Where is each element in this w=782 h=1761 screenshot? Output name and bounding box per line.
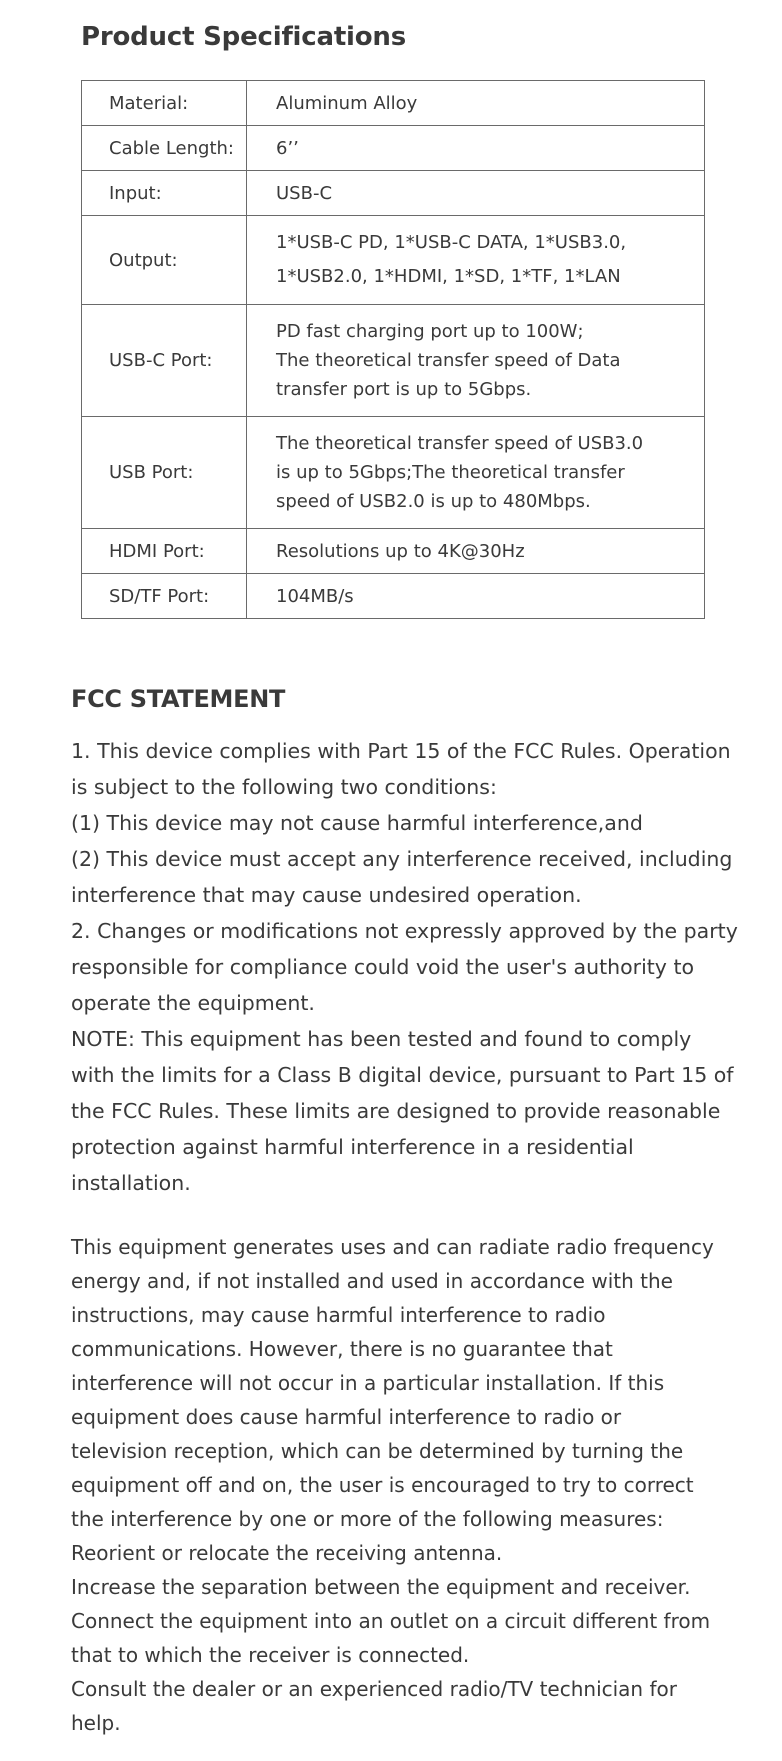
spec-row-output	[82, 216, 705, 305]
fcc-text-line: operate the equipment.	[71, 991, 315, 1015]
fcc-text-line: energy and, if not installed and used in accordance with the	[71, 1269, 673, 1293]
fcc-text-line: television reception, which can be determined by turning the	[71, 1439, 684, 1463]
spec-value	[247, 574, 705, 619]
spec-value-line: 1*USB2.0, 1*HDMI, 1*SD, 1*TF, 1*LAN	[276, 266, 621, 287]
spec-value-line: is up to 5Gbps;The theoretical transfer	[276, 462, 625, 483]
fcc-paragraph-conditions	[71, 733, 738, 1201]
fcc-text-line: communications. However, there is no guarantee that	[71, 1337, 613, 1361]
spec-row-usb-port	[82, 417, 705, 529]
fcc-title: FCC STATEMENT	[71, 685, 286, 713]
fcc-text-line: (2) This device must accept any interference received, including	[71, 847, 733, 871]
spec-row-material	[82, 81, 705, 126]
fcc-text-line: the interference by one or more of the following measures:	[71, 1507, 664, 1531]
spec-value-line: The theoretical transfer speed of USB3.0	[276, 433, 644, 454]
fcc-text-line: help.	[71, 1711, 121, 1735]
fcc-text-line: the FCC Rules. These limits are designed to provide reasonable	[71, 1099, 721, 1123]
spec-value	[247, 171, 705, 216]
spec-title: Product Specifications	[81, 22, 407, 52]
spec-row-hdmi-port	[82, 529, 705, 574]
spec-table	[81, 80, 705, 619]
spec-value-line: Aluminum Alloy	[276, 92, 418, 114]
fcc-text-line: is subject to the following two conditions:	[71, 775, 497, 799]
fcc-text-line: NOTE: This equipment has been tested and found to comply	[71, 1027, 692, 1051]
fcc-text-line: equipment does cause harmful interference to radio or	[71, 1405, 622, 1429]
fcc-text-line: protection against harmful interference in a residential	[71, 1135, 634, 1159]
fcc-text-line: that to which the receiver is connected.	[71, 1643, 470, 1667]
spec-value-line: 6’’	[276, 137, 299, 159]
spec-label: USB Port:	[82, 417, 247, 529]
fcc-text-line: Reorient or relocate the receiving antenna.	[71, 1541, 503, 1565]
spec-value-line: 1*USB-C PD, 1*USB-C DATA, 1*USB3.0,	[276, 232, 627, 253]
spec-value	[247, 216, 705, 305]
spec-row-input	[82, 171, 705, 216]
spec-label: Output:	[82, 216, 247, 305]
spec-value-line: PD fast charging port up to 100W;	[276, 321, 584, 342]
fcc-text-line: responsible for compliance could void the user's authority to	[71, 955, 695, 979]
spec-value-line: transfer port is up to 5Gbps.	[276, 379, 532, 400]
fcc-text-line: installation.	[71, 1171, 191, 1195]
spec-row-sd-tf-port	[82, 574, 705, 619]
fcc-text-line: equipment off and on, the user is encouraged to try to correct	[71, 1473, 694, 1497]
spec-value	[247, 81, 705, 126]
spec-label: Material:	[82, 81, 247, 126]
fcc-text-line: with the limits for a Class B digital device, pursuant to Part 15 of	[71, 1063, 734, 1087]
spec-value	[247, 305, 705, 417]
spec-label: HDMI Port:	[82, 529, 247, 574]
fcc-text-line: (1) This device may not cause harmful interference,and	[71, 811, 643, 835]
spec-label: Cable Length:	[82, 126, 247, 171]
fcc-text-line: 2. Changes or modifications not expressly approved by the party	[71, 919, 738, 943]
spec-label: USB-C Port:	[82, 305, 247, 417]
spec-row-usb-c-port	[82, 305, 705, 417]
fcc-text-line: Increase the separation between the equipment and receiver.	[71, 1575, 691, 1599]
fcc-text-line: Consult the dealer or an experienced radio/TV technician for	[71, 1677, 677, 1701]
fcc-text-line: 1. This device complies with Part 15 of the FCC Rules. Operation	[71, 739, 731, 763]
fcc-text-line: This equipment generates uses and can radiate radio frequency	[71, 1235, 714, 1259]
spec-row-cable-length	[82, 126, 705, 171]
spec-label: Input:	[82, 171, 247, 216]
spec-value-line: Resolutions up to 4K@30Hz	[276, 540, 525, 562]
spec-value-line: 104MB/s	[276, 585, 354, 607]
spec-value-line: The theoretical transfer speed of Data	[276, 350, 621, 371]
fcc-text-line: Connect the equipment into an outlet on a circuit different from	[71, 1609, 711, 1633]
spec-label: SD/TF Port:	[82, 574, 247, 619]
fcc-text-line: interference that may cause undesired operation.	[71, 883, 582, 907]
spec-value	[247, 126, 705, 171]
spec-value-line: USB-C	[276, 182, 333, 204]
spec-value	[247, 417, 705, 529]
fcc-paragraph-interference	[71, 1230, 731, 1740]
fcc-text-line: instructions, may cause harmful interference to radio	[71, 1303, 606, 1327]
spec-value-line: speed of USB2.0 is up to 480Mbps.	[276, 491, 591, 512]
fcc-text-line: interference will not occur in a particular installation. If this	[71, 1371, 665, 1395]
spec-value	[247, 529, 705, 574]
